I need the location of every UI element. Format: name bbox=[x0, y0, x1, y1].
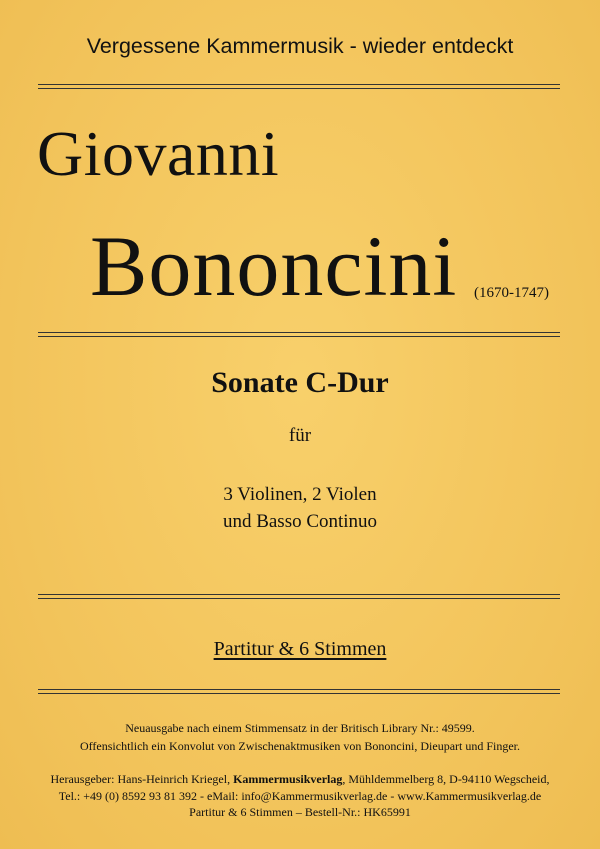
note-line-2: Offensichtlich ein Konvolut von Zwischenaktmusiken von Bononcini, Dieupart und Finger. bbox=[79, 739, 521, 753]
divider-upper-middle bbox=[38, 332, 560, 333]
composer-last-name: Bononcini bbox=[90, 218, 458, 314]
edition-label bbox=[0, 638, 600, 661]
divider-top bbox=[38, 84, 560, 85]
publisher-line bbox=[0, 773, 600, 785]
series-title: Vergessene Kammermusik - wieder entdeckt bbox=[86, 34, 514, 58]
instrumentation-line-2: und Basso Continuo bbox=[222, 511, 378, 532]
divider-lower-middle bbox=[38, 594, 560, 595]
order-number: Partitur & 6 Stimmen – Bestell-Nr.: HK65991 bbox=[189, 805, 411, 819]
divider-bottom bbox=[38, 689, 560, 690]
publisher-prefix: Herausgeber: Hans-Heinrich Kriegel, bbox=[50, 772, 234, 786]
edition-text: Partitur & 6 Stimmen bbox=[213, 638, 387, 660]
instrumentation-line-1: 3 Violinen, 2 Violen bbox=[223, 484, 377, 505]
publisher-address: , Mühldemmelberg 8, D-94110 Wegscheid, bbox=[342, 772, 550, 786]
work-for: für bbox=[288, 425, 312, 446]
composer-dates: (1670-1747) bbox=[474, 285, 549, 301]
publisher-name: Kammermusikverlag bbox=[233, 772, 343, 786]
note-line-1: Neuausgabe nach einem Stimmensatz in der Britisch Library Nr.: 49599. bbox=[125, 721, 475, 735]
work-title: Sonate C-Dur bbox=[211, 366, 389, 399]
composer-first-name: Giovanni bbox=[37, 118, 280, 189]
publisher-contact: Tel.: +49 (0) 8592 93 81 392 - eMail: info@Kammermusikverlag.de - www.Kammermusikverlag.de bbox=[58, 789, 542, 803]
